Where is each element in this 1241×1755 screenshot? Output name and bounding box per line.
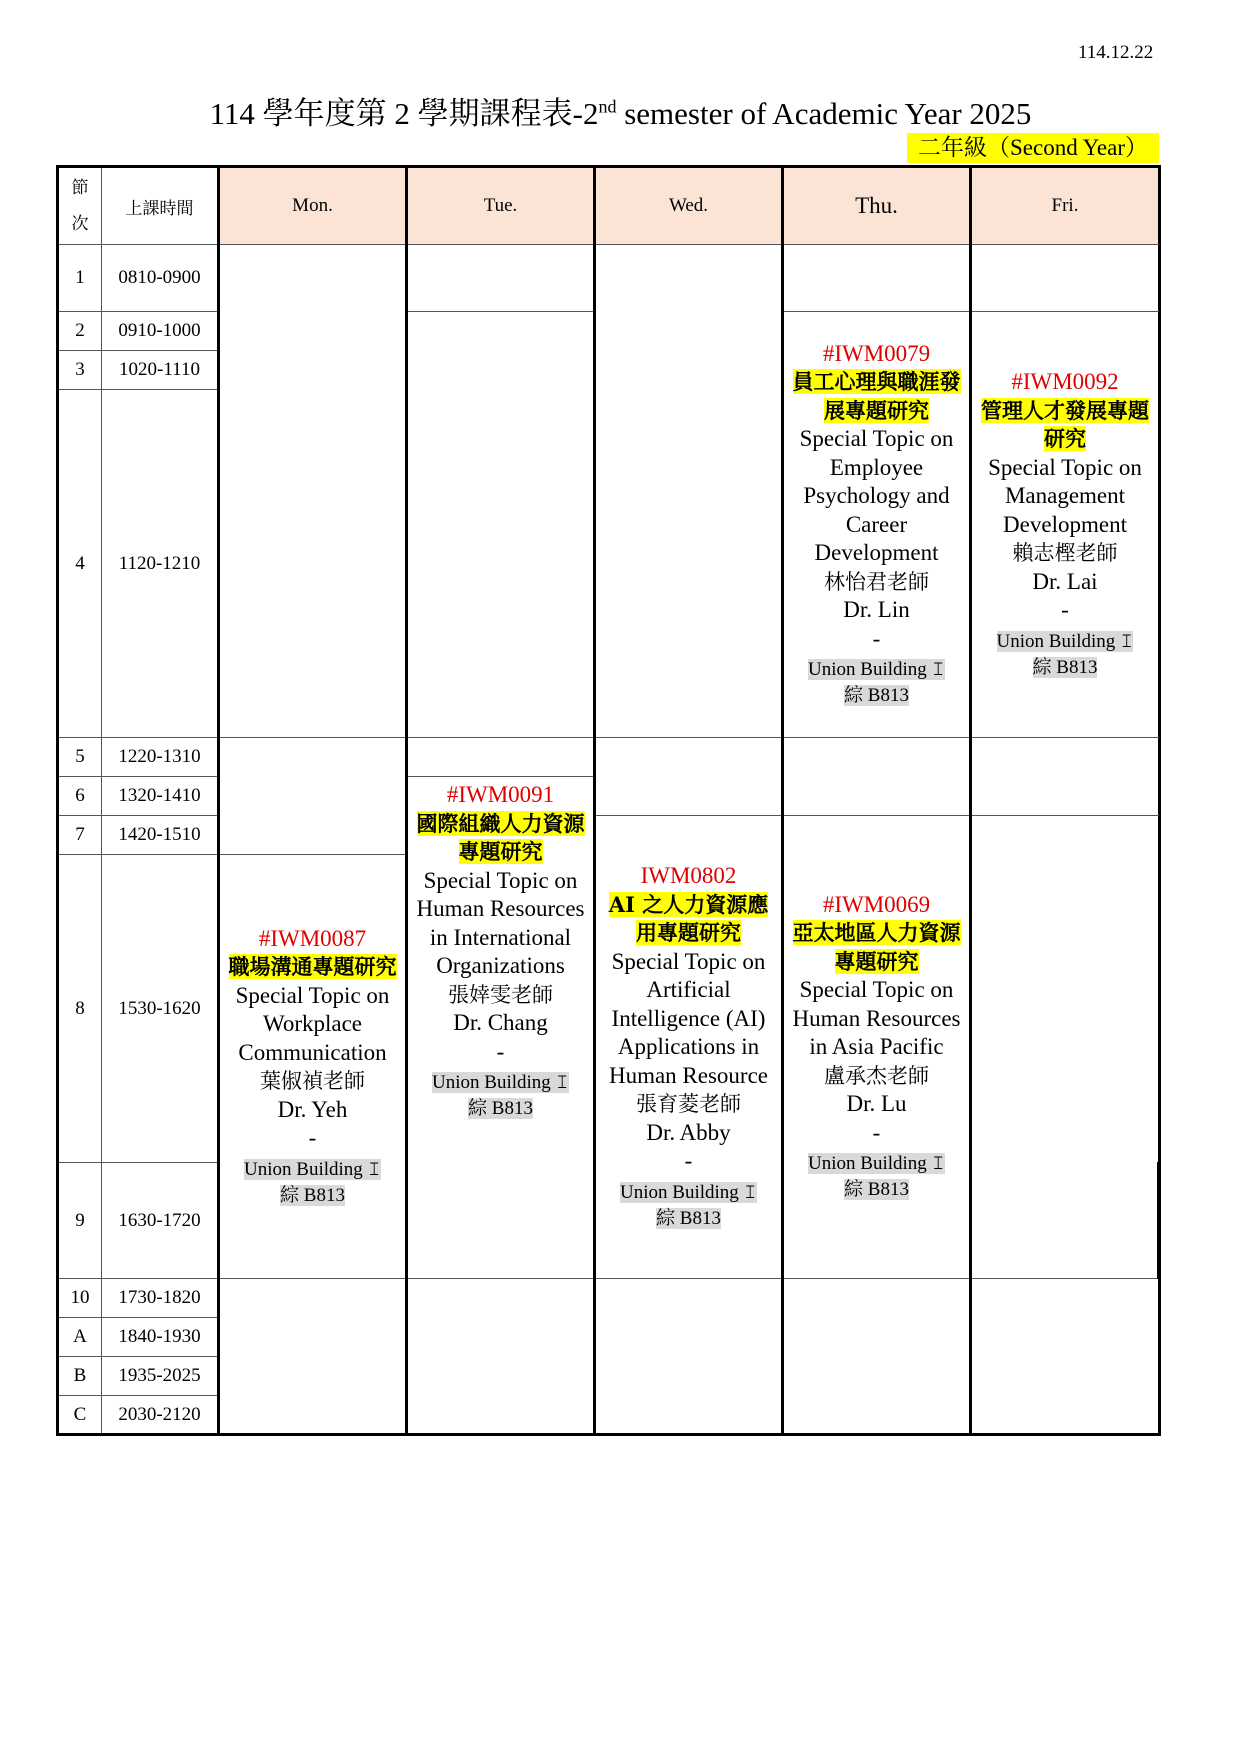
course-tue-pm bbox=[407, 777, 595, 1279]
slot-tue-p5 bbox=[407, 738, 595, 777]
course-title-en: Special Topic on Human Resources in Asia Pacific bbox=[792, 977, 961, 1060]
course-title-en: Special Topic on Workplace Communication bbox=[235, 982, 390, 1065]
dash: - bbox=[684, 1148, 693, 1174]
slot-fri-pm bbox=[971, 816, 1159, 1279]
period-time: 1935-2025 bbox=[102, 1357, 219, 1396]
header-period bbox=[58, 167, 102, 245]
course-code: #IWM0087 bbox=[258, 925, 367, 951]
course-mon-pm bbox=[219, 855, 407, 1279]
period-time: 1530-1620 bbox=[102, 855, 219, 1163]
course-title-zh-text: AI 之人力資源應用專題研究 bbox=[608, 891, 769, 946]
course-title-zh bbox=[788, 368, 965, 425]
period-number: 6 bbox=[58, 777, 102, 816]
teacher-zh: 賴志樫老師 bbox=[1012, 541, 1118, 566]
period-time: 1320-1410 bbox=[102, 777, 219, 816]
course-title-en: Special Topic on Human Resources in International Organizations bbox=[416, 867, 585, 978]
room-number: 綜 B813 bbox=[656, 1207, 721, 1229]
course-code: #IWM0092 bbox=[1011, 369, 1119, 395]
room-building: Union Building 𝙸 bbox=[996, 630, 1134, 652]
slot-tue-eve bbox=[407, 1279, 595, 1435]
dash: - bbox=[1061, 597, 1069, 623]
course-title-en: Special Topic on Management Development bbox=[988, 454, 1142, 537]
slot-mon-am bbox=[219, 245, 407, 738]
slot-tue-am bbox=[407, 312, 595, 738]
course-title-zh-text: 員工心理與職涯發展專題研究 bbox=[792, 369, 961, 423]
room-number: 綜 B813 bbox=[280, 1184, 345, 1206]
slot-tue-p9 bbox=[1159, 1163, 1160, 1279]
course-title-zh bbox=[600, 891, 777, 948]
slot-thu-p5 bbox=[783, 738, 971, 816]
course-title-zh bbox=[976, 397, 1154, 454]
room-building: Union Building 𝙸 bbox=[432, 1072, 569, 1093]
teacher-en: Dr. Abby bbox=[646, 1119, 731, 1145]
period-number: B bbox=[58, 1357, 102, 1396]
teacher-en: Dr. Lai bbox=[1032, 568, 1098, 594]
teacher-en: Dr. Lin bbox=[843, 597, 910, 623]
period-time: 1730-1820 bbox=[102, 1279, 219, 1318]
schedule-table bbox=[56, 165, 1161, 1436]
room bbox=[224, 1157, 401, 1209]
slot-wed-am bbox=[595, 245, 783, 738]
header-period-label: 節次 bbox=[71, 178, 89, 234]
header-fri: Fri. bbox=[971, 167, 1159, 245]
period-number: 8 bbox=[58, 855, 102, 1163]
teacher-zh: 盧承杰老師 bbox=[824, 1063, 929, 1088]
slot-thu-p1 bbox=[783, 245, 971, 312]
period-number: C bbox=[58, 1396, 102, 1435]
room-building: Union Building 𝙸 bbox=[808, 1153, 945, 1175]
room bbox=[976, 629, 1154, 681]
dash: - bbox=[872, 1119, 881, 1145]
period-number: A bbox=[58, 1318, 102, 1357]
document-date: 114.12.22 bbox=[1078, 42, 1154, 63]
room-building: Union Building 𝙸 bbox=[808, 659, 945, 681]
header-tue: Tue. bbox=[407, 167, 595, 245]
period-time: 1420-1510 bbox=[102, 816, 219, 855]
course-title-en: Special Topic on Employee Psychology and Career Development bbox=[799, 426, 954, 566]
period-number: 3 bbox=[58, 351, 102, 390]
header-mon: Mon. bbox=[219, 167, 407, 245]
room-number: 綜 B813 bbox=[468, 1098, 533, 1119]
room-number: 綜 B813 bbox=[844, 685, 909, 707]
dash: - bbox=[872, 625, 881, 651]
course-code: #IWM0069 bbox=[822, 891, 931, 917]
period-time: 2030-2120 bbox=[102, 1396, 219, 1435]
period-number: 2 bbox=[58, 312, 102, 351]
room-number: 綜 B813 bbox=[844, 1179, 909, 1201]
slot-thu-eve bbox=[783, 1279, 971, 1435]
teacher-zh: 張婞雯老師 bbox=[448, 982, 553, 1007]
slot-wed-p5 bbox=[595, 738, 783, 816]
title-rest: semester of Academic Year 2025 bbox=[616, 96, 1032, 131]
period-number: 10 bbox=[58, 1279, 102, 1318]
slot-mon-p5 bbox=[219, 738, 407, 855]
teacher-en: Dr. Lu bbox=[846, 1091, 907, 1117]
course-code: IWM0802 bbox=[640, 863, 737, 889]
period-number: 4 bbox=[58, 390, 102, 738]
slot-fri-p1 bbox=[971, 245, 1159, 312]
period-number: 5 bbox=[58, 738, 102, 777]
room bbox=[788, 1151, 965, 1203]
title-superscript: nd bbox=[598, 96, 617, 117]
teacher-zh: 林怡君老師 bbox=[824, 569, 929, 594]
period-time: 1630-1720 bbox=[102, 1163, 219, 1279]
course-title-zh bbox=[788, 919, 965, 976]
header-thu: Thu. bbox=[783, 167, 971, 245]
course-title-zh bbox=[412, 810, 589, 867]
slot-wed-eve bbox=[595, 1279, 783, 1435]
period-time: 0810-0900 bbox=[102, 245, 219, 312]
period-time: 1020-1110 bbox=[102, 351, 219, 390]
course-title-en: Special Topic on Artificial Intelligence (AI) Applications in Human Resource bbox=[608, 948, 769, 1088]
title-main: 114 學年度第 2 學期課程表-2 bbox=[209, 96, 599, 131]
header-time-label: 上課時間 bbox=[125, 198, 194, 219]
room bbox=[788, 657, 965, 709]
period-time: 1120-1210 bbox=[102, 390, 219, 738]
period-number: 9 bbox=[58, 1163, 102, 1279]
course-title-zh-text: 職場溝通專題研究 bbox=[228, 954, 397, 979]
course-code: #IWM0079 bbox=[822, 340, 931, 366]
page-title bbox=[0, 88, 1241, 133]
grade-label: 二年級（Second Year） bbox=[907, 133, 1159, 163]
room-building: Union Building 𝙸 bbox=[620, 1181, 757, 1203]
course-fri-am bbox=[971, 312, 1159, 738]
course-thu-pm bbox=[783, 816, 971, 1279]
slot-fri-eve bbox=[971, 1279, 1159, 1435]
course-title-zh-text: 管理人才發展專題研究 bbox=[981, 397, 1149, 452]
teacher-zh: 葉俶禎老師 bbox=[260, 1069, 365, 1093]
dash: - bbox=[496, 1038, 505, 1064]
course-code: #IWM0091 bbox=[446, 782, 555, 807]
slot-fri-p5 bbox=[971, 738, 1159, 816]
teacher-zh: 張育菱老師 bbox=[636, 1092, 741, 1117]
slot-tue-p1 bbox=[407, 245, 595, 312]
room bbox=[412, 1070, 589, 1122]
header-time bbox=[102, 167, 219, 245]
dash: - bbox=[308, 1125, 317, 1150]
room-number: 綜 B813 bbox=[1032, 656, 1098, 678]
teacher-en: Dr. Chang bbox=[453, 1010, 548, 1035]
header-wed: Wed. bbox=[595, 167, 783, 245]
course-title-zh-text: 國際組織人力資源專題研究 bbox=[416, 810, 585, 864]
course-wed-pm bbox=[595, 816, 783, 1279]
slot-mon-eve bbox=[219, 1279, 407, 1435]
period-time: 0910-1000 bbox=[102, 312, 219, 351]
teacher-en: Dr. Yeh bbox=[277, 1096, 348, 1122]
course-title-zh-text: 亞太地區人力資源專題研究 bbox=[792, 920, 961, 974]
room-building: Union Building 𝙸 bbox=[244, 1158, 381, 1180]
period-time: 1840-1930 bbox=[102, 1318, 219, 1357]
course-thu-am bbox=[783, 312, 971, 738]
room bbox=[600, 1180, 777, 1232]
course-title-zh bbox=[224, 953, 401, 982]
period-number: 7 bbox=[58, 816, 102, 855]
period-time: 1220-1310 bbox=[102, 738, 219, 777]
period-number: 1 bbox=[58, 245, 102, 312]
